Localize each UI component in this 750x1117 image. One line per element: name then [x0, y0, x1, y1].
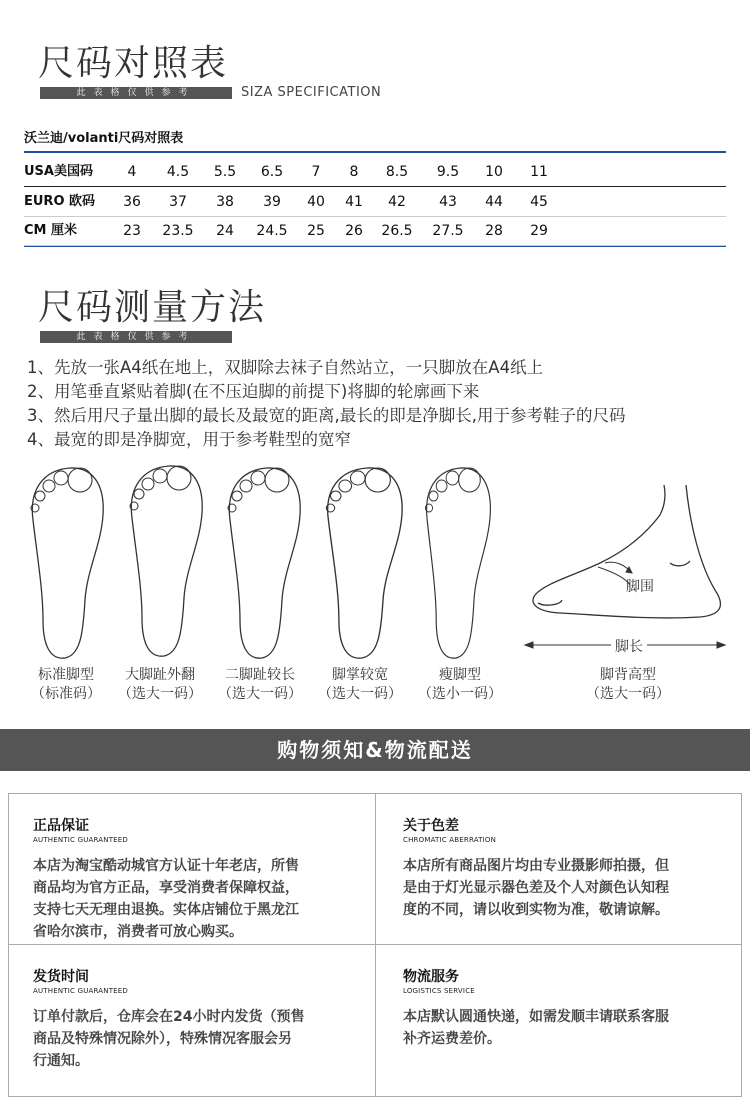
foot-standard-icon [31, 468, 103, 658]
notice-cell-subtitle: AUTHENTIC GUARANTEED [33, 987, 129, 995]
notice-cell-line: 商品均为官方正品，享受消费者保障权益， [33, 880, 299, 896]
table-bottom-rule [24, 246, 726, 247]
size-cell: 8.5 [385, 164, 409, 180]
measure-step-4: 4、最宽的即是净脚宽，用于参考鞋型的宽窄 [27, 430, 351, 449]
size-cell: 26 [345, 223, 363, 239]
measure-step-3: 3、然后用尺子量出脚的最长及最宽的距离,最长的即是净脚长,用于参考鞋子的尺码 [27, 406, 626, 425]
notice-cell [403, 966, 723, 1050]
notice-grid-hdivider [8, 944, 742, 945]
size-cell: 24.5 [256, 223, 288, 239]
foot-high-instep-icon [533, 485, 720, 618]
notice-cell-body [33, 1006, 353, 1072]
notice-cell-title: 发货时间 [33, 969, 89, 985]
size-cell: 40 [307, 194, 325, 210]
notice-cell-subtitle: AUTHENTIC GUARANTEED [33, 836, 129, 844]
measure-reference-bar: 此表格仅供参考 [40, 331, 232, 343]
foot-types-illustration [0, 455, 750, 665]
size-cell: 37 [169, 194, 187, 210]
size-cell: 26.5 [381, 223, 413, 239]
notice-cell [403, 815, 723, 921]
table-top-rule [24, 151, 726, 153]
size-cell: 25 [307, 223, 325, 239]
notice-cell-line: 省哈尔滨市，消费者可放心购买。 [33, 924, 243, 940]
size-row [0, 157, 750, 187]
notice-cell-body [403, 1006, 723, 1050]
notice-banner: 购物须知&物流配送 [0, 729, 750, 771]
size-cell: 7 [311, 164, 321, 180]
size-cell: 42 [388, 194, 406, 210]
size-cell: 8 [349, 164, 359, 180]
notice-cell-body [403, 855, 723, 921]
foot-length-label: 脚长 [611, 636, 647, 656]
foot-label-thin: 瘦脚型 （选小一码） [418, 667, 502, 702]
size-table-title: 沃兰迪/volanti尺码对照表 [24, 131, 184, 146]
size-cell: 44 [485, 194, 503, 210]
notice-cell [33, 966, 353, 1072]
size-cell: 4.5 [166, 164, 190, 180]
notice-grid-vdivider [375, 793, 376, 1097]
foot-thin-icon [425, 468, 490, 658]
measure-step-2: 2、用笔垂直紧贴着脚(在不压迫脚的前提下)将脚的轮廓画下来 [27, 382, 480, 401]
notice-cell-title: 关于色差 [403, 818, 459, 834]
size-cell: 5.5 [213, 164, 237, 180]
size-chart-title: 尺码对照表 [38, 43, 229, 84]
spec-label: SIZA SPECIFICATION [241, 85, 382, 100]
size-cell: 29 [530, 223, 548, 239]
notice-cell-line: 订单付款后，仓库会在24小时内发货（预售 [33, 1009, 305, 1025]
size-cell: 28 [485, 223, 503, 239]
size-cell: 38 [216, 194, 234, 210]
notice-cell-line: 支持七天无理由退换。实体店铺位于黑龙江 [33, 902, 299, 918]
notice-cell-line: 是由于灯光显示器色差及个人对颜色认知程 [403, 880, 669, 896]
size-cell: 24 [216, 223, 234, 239]
notice-cell [33, 815, 353, 943]
notice-cell-title: 正品保证 [33, 818, 89, 834]
foot-long-second-toe-icon [228, 468, 300, 658]
notice-cell-title: 物流服务 [403, 969, 459, 985]
notice-cell-subtitle: CHROMATIC ABERRATION [403, 836, 497, 844]
foot-label-high-instep: 脚背高型 （选大一码） [586, 667, 670, 702]
foot-label-standard: 标准脚型 （标准码） [31, 667, 101, 702]
size-cell: 10 [485, 164, 503, 180]
reference-bar: 此表格仅供参考 [40, 87, 232, 99]
foot-bunion-icon [130, 466, 202, 656]
size-cell: 4 [127, 164, 137, 180]
measure-step-1: 1、先放一张A4纸在地上，双脚除去袜子自然站立，一只脚放在A4纸上 [27, 358, 544, 377]
size-row [0, 216, 750, 246]
foot-label-long-toe: 二脚趾较长 （选大一码） [218, 667, 302, 702]
notice-cell-line: 本店为淘宝酷动城官方认证十年老店，所售 [33, 858, 299, 874]
notice-cell-line: 补齐运费差价。 [403, 1031, 501, 1047]
size-row-label: EURO 欧码 [24, 194, 96, 209]
size-cell: 23.5 [162, 223, 194, 239]
measure-title: 尺码测量方法 [38, 287, 267, 328]
notice-cell-line: 本店默认圆通快递，如需发顺丰请联系客服 [403, 1009, 669, 1025]
size-cell: 6.5 [260, 164, 284, 180]
foot-label-bunion: 大脚趾外翻 （选大一码） [118, 667, 202, 702]
size-cell: 36 [123, 194, 141, 210]
size-cell: 11 [530, 164, 548, 180]
size-cell: 45 [530, 194, 548, 210]
notice-cell-subtitle: LOGISTICS SERVICE [403, 987, 475, 995]
size-row-label: USA美国码 [24, 164, 93, 179]
size-cell: 43 [439, 194, 457, 210]
notice-cell-line: 商品及特殊情况除外），特殊情况客服会另 [33, 1031, 292, 1047]
size-row [0, 187, 750, 217]
size-cell: 39 [263, 194, 281, 210]
size-cell: 9.5 [436, 164, 460, 180]
foot-label-wide: 脚掌较宽 （选大一码） [318, 667, 402, 702]
size-cell: 41 [345, 194, 363, 210]
notice-cell-body [33, 855, 353, 943]
notice-cell-line: 行通知。 [33, 1053, 89, 1069]
notice-cell-line: 度的不同，请以收到实物为准，敬请谅解。 [403, 902, 669, 918]
notice-cell-line: 本店所有商品图片均由专业摄影师拍摄，但 [403, 858, 669, 874]
foot-wide-icon [326, 468, 402, 658]
size-cell: 27.5 [432, 223, 464, 239]
foot-circumference-label: 脚围 [626, 579, 654, 595]
size-cell: 23 [123, 223, 141, 239]
size-row-label: CM 厘米 [24, 223, 78, 238]
